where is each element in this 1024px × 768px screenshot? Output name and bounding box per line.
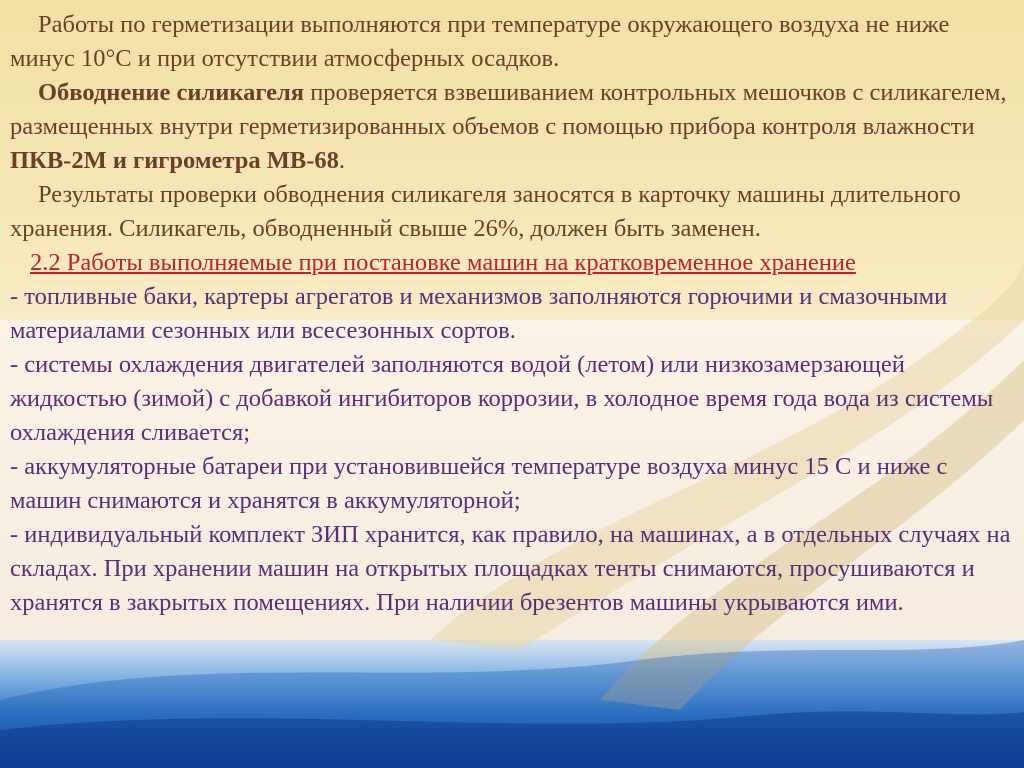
silica-gel-check-text: проверяется взвешиванием контрольных мешочков с силикагелем, размещенных внутри герметизированных объемов с помощью прибора контроля влажности: [10, 79, 1007, 140]
bold-term-instruments: ПКВ-2М и гигрометра МВ-68: [10, 147, 339, 174]
list-item-cooling-systems: - системы охлаждения двигателей заполняются водой (летом) или низкозамерзающей жидкостью (зимой) с добавкой ингибиторов коррозии, в холодное время года вода из системы охлаждения сливается;: [10, 351, 994, 446]
list-item-fuel-tanks: - топливные баки, картеры агрегатов и механизмов заполняются горючими и смазочными материалами сезонных или всесезонных сортов.: [10, 283, 948, 344]
silica-gel-check-end: .: [338, 147, 345, 174]
slide-content: [10, 8, 1014, 620]
list-item-batteries: - аккумуляторные батареи при установившейся температуре воздуха минус 15 С и ниже с машин снимаются и хранятся в аккумуляторной;: [10, 453, 948, 514]
paragraph-sealing-conditions: Работы по герметизации выполняются при температуре окружающего воздуха не ниже минус 10°С и при отсутствии атмосферных осадков.: [10, 11, 950, 72]
bold-term-silica-gel: Обводнение силикагеля: [38, 79, 305, 106]
paragraph-silica-gel-check: [10, 76, 1014, 178]
section-heading: 2.2 Работы выполняемые при постановке машин на кратковременное хранение: [30, 249, 856, 276]
list-item-spare-parts-kit: - индивидуальный комплект ЗИП хранится, как правило, на машинах, а в отдельных случаях на складах. При хранении машин на открытых площадках тенты снимаются, просушиваются и хранятся в закрытых помещениях. При наличии брезентов машины укрываются ими.: [10, 521, 1011, 616]
paragraph-check-results: Результаты проверки обводнения силикагеля заносятся в карточку машины длительного хранения. Силикагель, обводненный свыше 26%, должен быть заменен.: [10, 181, 961, 242]
